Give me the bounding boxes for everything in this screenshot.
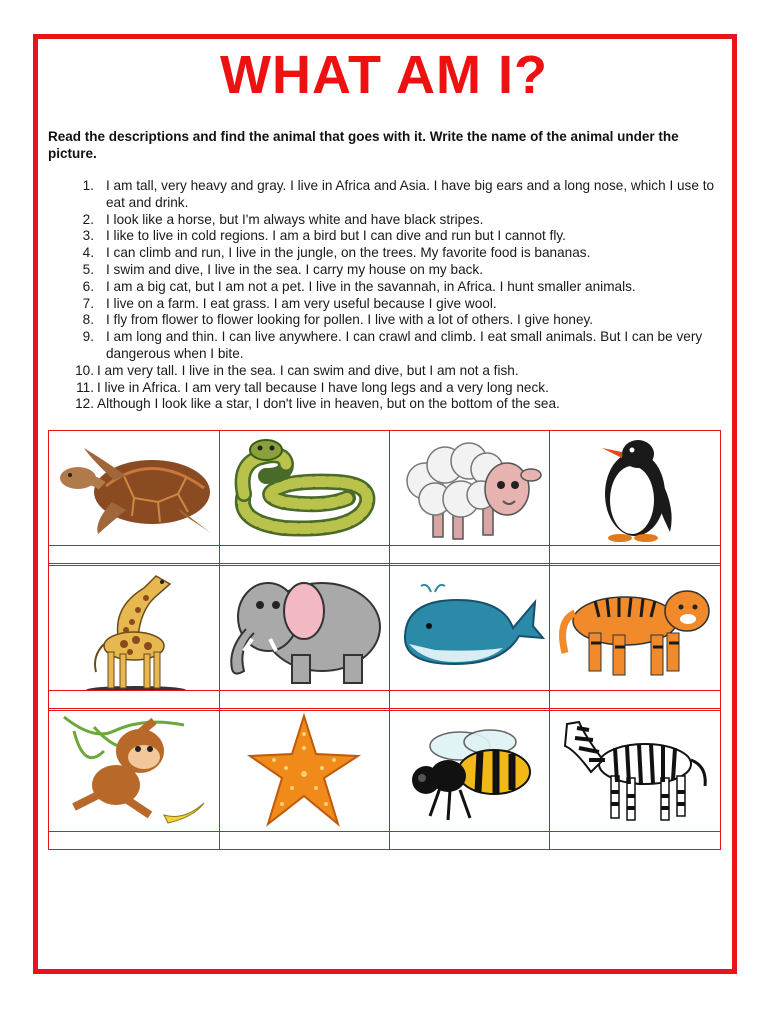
list-item: 4. I can climb and run, I live in the jungle, on the trees. My favorite food is bananas. xyxy=(82,245,591,261)
answer-blank[interactable] xyxy=(550,546,721,564)
picture-cell xyxy=(219,566,390,691)
elephant-icon xyxy=(224,569,384,687)
list-item: 10. I am very tall. I live in the sea. I can swim and dive, but I am not a fish. xyxy=(75,362,519,378)
list-item: 8. I fly from flower to flower looking for pollen. I live with a lot of others. I give honey. xyxy=(82,312,594,328)
sheep-icon xyxy=(395,433,545,543)
description-list xyxy=(48,178,728,413)
picture-cell xyxy=(49,566,220,691)
list-item: 12. Although I look like a star, I don't live in heaven, but on the bottom of the sea. xyxy=(75,396,560,412)
giraffe-icon xyxy=(74,566,194,690)
zebra-icon xyxy=(555,716,715,826)
list-item: 1. I am tall, very heavy and gray. I live in Africa and Asia. I have big ears and a long nose, which I use to eat and drink. xyxy=(82,178,715,210)
picture-cell xyxy=(390,431,550,546)
answer-blank[interactable] xyxy=(219,546,390,564)
list-item: 11. I live in Africa. I am very tall because I have long legs and a very long neck. xyxy=(76,379,549,395)
answer-blank[interactable] xyxy=(49,691,220,709)
picture-cell xyxy=(219,431,390,546)
page-title: WHAT AM I? xyxy=(220,45,548,105)
penguin-icon xyxy=(580,432,690,544)
list-item: 7. I live on a farm. I eat grass. I am very useful because I give wool. xyxy=(82,295,497,311)
answer-blank[interactable] xyxy=(390,691,550,709)
picture-cell xyxy=(49,711,220,832)
answer-blank[interactable] xyxy=(219,832,390,850)
picture-cell xyxy=(390,566,550,691)
picture-cell xyxy=(49,431,220,546)
bee-icon xyxy=(400,716,540,826)
answer-blank[interactable] xyxy=(550,691,721,709)
picture-cell xyxy=(550,711,721,832)
list-item: 5. I swim and dive, I live in the sea. I carry my house on my back. xyxy=(82,261,484,277)
answer-blank[interactable] xyxy=(219,691,390,709)
list-item: 6. I am a big cat, but I am not a pet. I live in the savannah, in Africa. I hunt smaller animals. xyxy=(82,278,636,294)
picture-cell xyxy=(550,566,721,691)
list-item: 3. I like to live in cold regions. I am a bird but I can dive and run but I cannot fly. xyxy=(82,228,566,244)
list-item: 9. I am long and thin. I can live anywhere. I can crawl and climb. I eat small animals. But I can be very dangerous when I bite. xyxy=(82,329,703,361)
turtle-icon xyxy=(54,436,214,540)
answer-blank[interactable] xyxy=(550,832,721,850)
picture-cell xyxy=(550,431,721,546)
instructions: Read the descriptions and find the animal that goes with it. Write the name of the animal under the picture. xyxy=(48,129,679,161)
monkey-icon xyxy=(54,711,214,831)
picture-cell xyxy=(390,711,550,832)
snake-icon xyxy=(224,436,384,540)
picture-grid xyxy=(48,430,721,850)
answer-blank[interactable] xyxy=(49,832,220,850)
tiger-icon xyxy=(555,573,715,683)
whale-icon xyxy=(395,578,545,678)
list-item: 2. I look like a horse, but I'm always white and have black stripes. xyxy=(82,211,484,227)
picture-cell xyxy=(219,711,390,832)
answer-blank[interactable] xyxy=(390,832,550,850)
answer-blank[interactable] xyxy=(49,546,220,564)
starfish-icon xyxy=(244,712,364,830)
answer-blank[interactable] xyxy=(390,546,550,564)
